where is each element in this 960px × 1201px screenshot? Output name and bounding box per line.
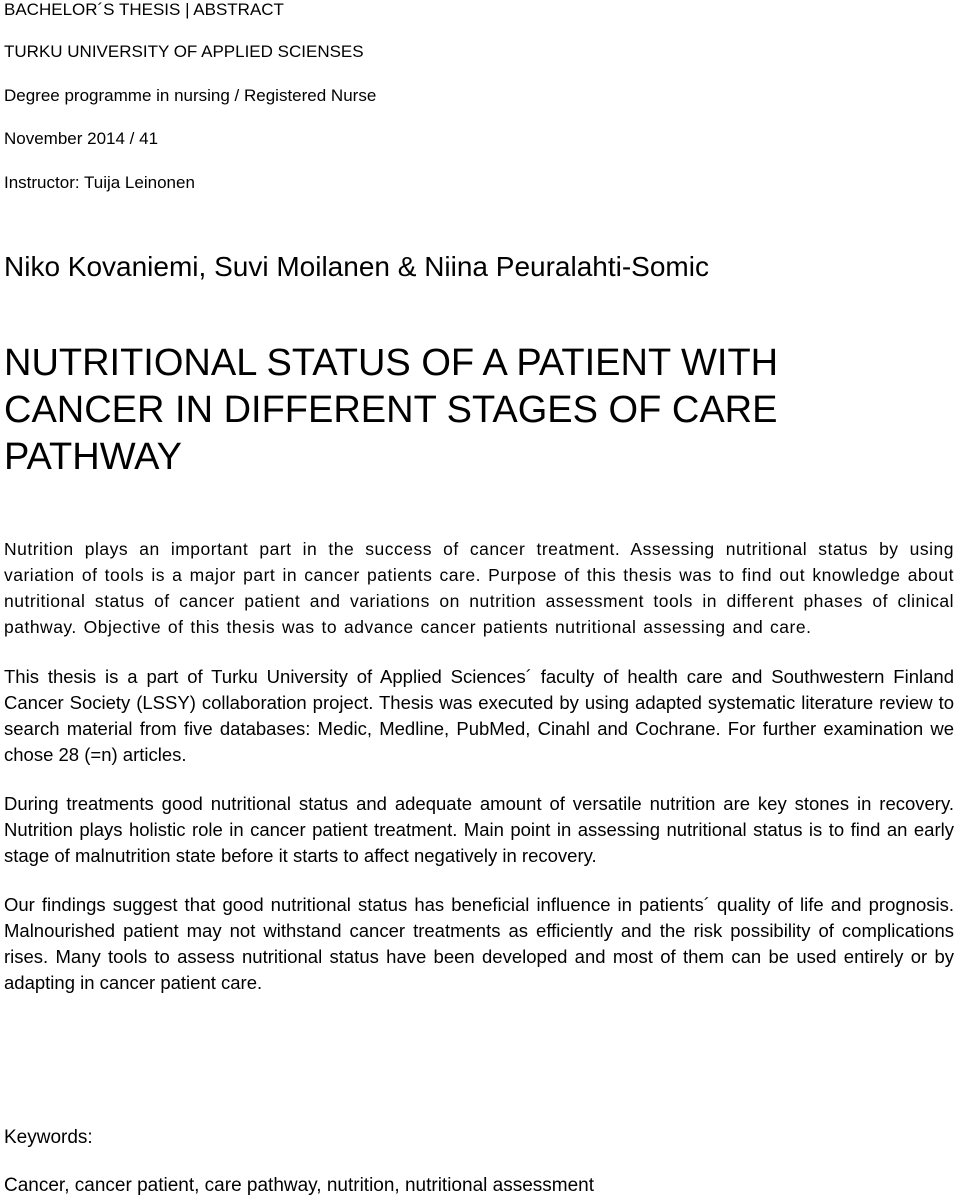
university-name: TURKU UNIVERSITY OF APPLIED SCIENSES: [4, 42, 364, 61]
title-line-3: PATHWAY: [4, 436, 183, 478]
title-line-2: CANCER IN DIFFERENT STAGES OF CARE: [4, 389, 778, 431]
instructor: Instructor: Tuija Leinonen: [4, 173, 195, 192]
keywords-label: Keywords:: [4, 1127, 93, 1148]
abstract-paragraph-1: Nutrition plays an important part in the success of cancer treatment. Assessing nutritional status by using variation of tools is a major part in cancer patients care. Purpose of this thesis was to find out knowledge about nutritional status of cancer patient and variations on nutrition assessment tools in different phases of clinical pathway. Objective of this thesis was to advance cancer patients nutritional assessing and care.: [4, 539, 954, 637]
date-and-pages: November 2014 / 41: [4, 129, 159, 148]
title-line-1: NUTRITIONAL STATUS OF A PATIENT WITH: [4, 342, 779, 384]
degree-programme: Degree programme in nursing / Registered Nurse: [4, 86, 377, 105]
abstract-paragraph-3: During treatments good nutritional status and adequate amount of versatile nutrition are key stones in recovery. Nutrition plays holistic role in cancer patient treatment. Main point in assessing nutritional status is to find an early stage of malnutrition state before it starts to affect negatively in recovery.: [4, 793, 954, 866]
thesis-type: BACHELOR´S THESIS | ABSTRACT: [4, 0, 284, 19]
abstract-body: [4, 536, 954, 1021]
abstract-paragraph-2: This thesis is a part of Turku University of Applied Sciences´ faculty of health care and Southwestern Finland Cancer Society (LSSY) collaboration project. Thesis was executed by using adapted systematic literature review to search material from five databases: Medic, Medline, PubMed, Cinahl and Cochrane. For further examination we chose 28 (=n) articles.: [4, 666, 954, 765]
authors: Niko Kovaniemi, Suvi Moilanen & Niina Peuralahti-Somic: [4, 251, 709, 282]
keywords-list: Cancer, cancer patient, care pathway, nutrition, nutritional assessment: [4, 1175, 595, 1196]
thesis-title: [4, 340, 954, 481]
abstract-paragraph-4: Our findings suggest that good nutritional status has beneficial influence in patients´ quality of life and prognosis. Malnourished patient may not withstand cancer treatments as efficiently and the risk possibility of complications rises. Many tools to assess nutritional status have been developed and most of them can be used entirely or by adapting in cancer patient care.: [4, 894, 954, 993]
